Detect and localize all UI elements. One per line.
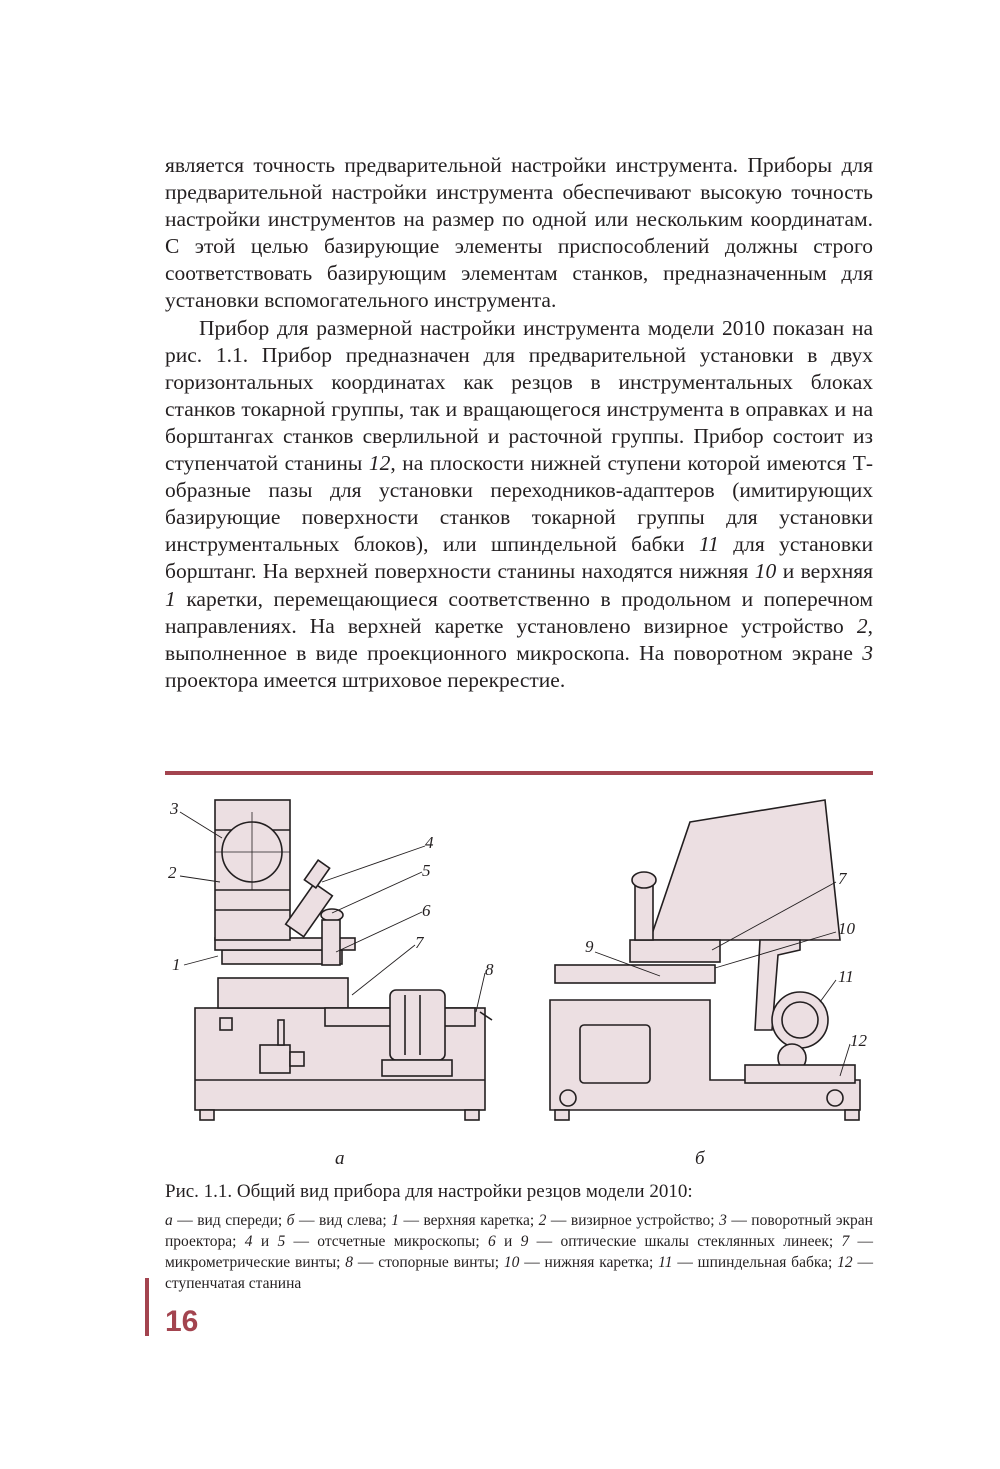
lower-carriage-front [218, 978, 348, 1008]
callout-11: 11 [838, 967, 854, 986]
callout-3: 3 [170, 799, 179, 818]
view-label-b: б [695, 1148, 705, 1169]
callout-5: 5 [422, 861, 431, 880]
ref-3: 3 [862, 640, 873, 665]
ref-10: 10 [754, 559, 777, 584]
folio-bar [145, 1278, 149, 1336]
callout-7b: 7 [838, 869, 847, 888]
ref-1: 1 [165, 586, 176, 611]
spindle-front [390, 990, 445, 1060]
view-label-a: а [335, 1148, 345, 1169]
page-number: 16 [165, 1305, 199, 1338]
callout-6: 6 [422, 901, 431, 920]
paragraph-1: является точность предварительной настройки инструмента. Приборы для предварительной настройки инструмента обеспечивают высокую точность настройки инструментов на размер по одной или нескольким координатам. С этой целью базирующие элементы приспособлений должны строго соответствовать базирующим элементам станков, предназначенным для установки вспомогательного инструмента. [165, 153, 873, 313]
ref-12: 12 [368, 451, 391, 476]
callout-1: 1 [172, 955, 181, 974]
front-view-drawing [195, 800, 492, 1120]
callout-12: 12 [850, 1031, 867, 1050]
callout-4: 4 [425, 833, 434, 852]
callout-9: 9 [585, 937, 594, 956]
projector-hood [650, 800, 840, 940]
carriage-side [555, 965, 715, 983]
callout-10: 10 [838, 919, 855, 938]
body-text [165, 152, 873, 694]
paragraph-2: Прибор для размерной настройки инструмента модели 2010 показан на рис. 1.1. Прибор предназначен для предварительной установки в двух горизонтальных координатах как резцов в инструментальных блоках станков токарной группы, так и вращающегося инструмента в оправках и на борштангах станков сверлильной и расточной группы. Прибор состоит из ступенчатой станины 12, на плоскости нижней ступени которой имеются Т-образные пазы для установки переходников-адаптеров (имитирующих базирующие поверхности станков токарной группы для установки инструментальных блоков), или шпиндельной бабки 11 для установки борштанг. На верхней поверхности станины находятся нижняя 10 и верхняя 1 каретки, перемещающиеся соответственно в продольном и поперечном направлениях. На верхней каретке установлено визирное устройство 2, выполненное в виде проекционного микроскопа. На поворотном экране 3 проектора имеется штриховое перекрестие. [165, 315, 874, 692]
side-view-drawing [550, 800, 860, 1120]
figure-caption [165, 1180, 873, 1294]
callout-2: 2 [168, 863, 177, 882]
callout-7a: 7 [415, 933, 424, 952]
callout-8: 8 [485, 960, 494, 979]
caption-legend: а — вид спереди; б — вид слева; 1 — верхняя каретка; 2 — визирное устройство; 3 — поворотный экран проектора; 4 и 5 — отсчетные микроскопы; 6 и 9 — оптические шкалы стеклянных линеек; 7 — микрометрические винты; 8 — стопорные винты; 10 — нижняя каретка; 11 — шпиндельная бабка; 12 — ступенчатая станина [165, 1212, 874, 1292]
figure-1-1 [160, 790, 880, 1170]
caption-title: Рис. 1.1. Общий вид прибора для настройки резцов модели 2010: [165, 1181, 693, 1202]
ref-2: 2 [856, 613, 868, 638]
ref-11: 11 [698, 532, 719, 557]
figure-top-rule [165, 771, 873, 775]
